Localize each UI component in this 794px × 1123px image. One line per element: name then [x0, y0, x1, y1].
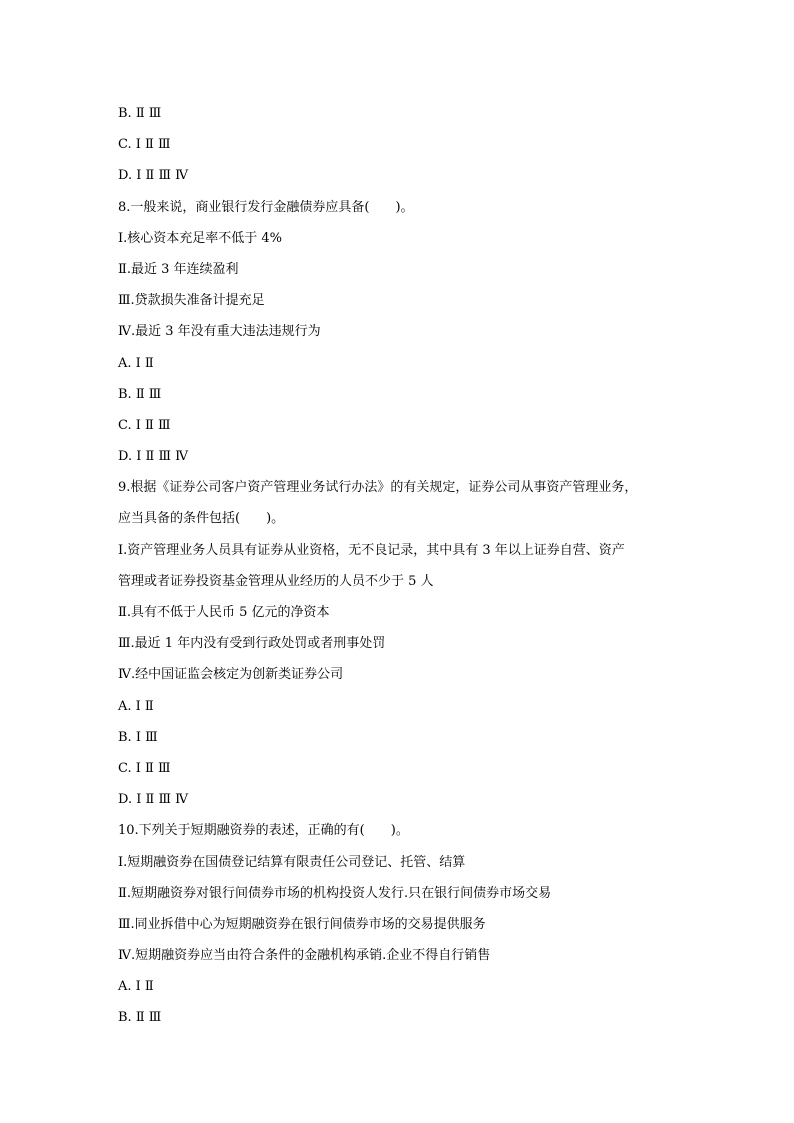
text-line: Ⅲ.最近 1 年内没有受到行政处罚或者刑事处罚 — [118, 636, 386, 652]
text-line: A. Ⅰ Ⅱ — [118, 355, 154, 371]
question-9-stem: 9.根据《证券公司客户资产管理业务试行办法》的有关规定，证券公司从事资产管理业务， — [118, 480, 638, 496]
text-line: Ⅱ.最近 3 年连续盈利 — [118, 261, 239, 277]
text-line: B. Ⅰ Ⅲ — [118, 729, 158, 745]
text-line: B. Ⅱ Ⅲ — [118, 1010, 162, 1026]
text-line: D. Ⅰ Ⅱ Ⅲ Ⅳ — [118, 449, 189, 465]
text-line: 管理或者证券投资基金管理从业经历的人员不少于 5 人 — [118, 573, 434, 589]
text-line: B. Ⅱ Ⅲ — [118, 386, 162, 402]
text-line: Ⅳ.经中国证监会核定为创新类证券公司 — [118, 667, 344, 683]
document-text — [118, 103, 678, 1039]
text-line: B. Ⅱ Ⅲ — [118, 106, 162, 121]
text-line: A. Ⅰ Ⅱ — [118, 698, 154, 714]
text-line: C. Ⅰ Ⅱ Ⅲ — [118, 760, 171, 776]
text-line: Ⅱ.短期融资券对银行间债券市场的机构投资人发行.只在银行间债券市场交易 — [118, 885, 552, 901]
text-line: Ⅱ.具有不低于人民币 5 亿元的净资本 — [118, 605, 330, 620]
text-line: Ⅰ.资产管理业务人员具有证券从业资格，无不良记录，其中具有 3 年以上证券自营、资产 — [118, 542, 625, 558]
text-line: A. Ⅰ Ⅱ — [118, 979, 154, 995]
text-line: C. Ⅰ Ⅱ Ⅲ — [118, 417, 171, 433]
text-line: Ⅲ.贷款损失准备计提充足 — [118, 293, 265, 309]
text-line: C. Ⅰ Ⅱ Ⅲ — [118, 137, 171, 153]
question-8-stem: 8.一般来说，商业银行发行金融债券应具备( )。 — [118, 199, 414, 215]
text-line: 应当具备的条件包括( )。 — [118, 511, 285, 527]
text-line: Ⅲ.同业拆借中心为短期融资券在银行间债券市场的交易提供服务 — [118, 916, 486, 932]
text-line: Ⅳ.最近 3 年没有重大违法违规行为 — [118, 324, 321, 340]
text-line: D. Ⅰ Ⅱ Ⅲ Ⅳ — [118, 168, 189, 184]
text-line: D. Ⅰ Ⅱ Ⅲ Ⅳ — [118, 792, 189, 808]
text-line: Ⅳ.短期融资券应当由符合条件的金融机构承销.企业不得自行销售 — [118, 948, 491, 964]
question-10-stem: 10.下列关于短期融资券的表述，正确的有( )。 — [118, 823, 409, 839]
text-line: Ⅰ.短期融资券在国债登记结算有限责任公司登记、托管、结算 — [118, 854, 466, 870]
text-line: Ⅰ.核心资本充足率不低于 4% — [118, 230, 283, 246]
